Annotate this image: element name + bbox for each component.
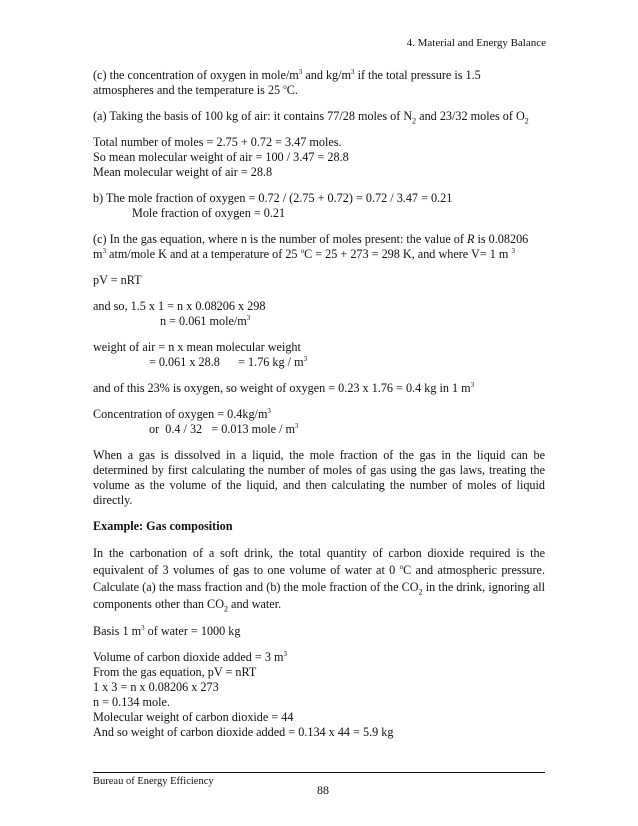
gas-equation-paragraph: (c) In the gas equation, where n is the number of moles present: the value of R is 0.08206 $m^3$ atm/mole K and at a temperature of 25 $^o$C = 25 + 273 = 298 K, and where V= 1 m $^3$ <box>93 232 529 261</box>
footer-divider <box>93 772 545 773</box>
oxygen-weight-line: and of this 23% is oxygen, so weight of oxygen = 0.23 x 1.76 = 0.4 kg in 1 $m^3$ <box>93 380 475 395</box>
totals-block: Total number of moles = 2.75 + 0.72 = 3.47 moles. So mean molecular weight of air = 100 / 3.47 = 28.8 Mean molecular weight of air = 28.8 <box>93 135 349 179</box>
example-heading: Example: Gas composition <box>93 519 233 533</box>
page-number: 88 <box>317 783 329 797</box>
basis-paragraph: (a) Taking the basis of 100 kg of air: it contains 77/28 moles of $N_2$ and 23/32 moles of $O_2$ <box>93 109 529 126</box>
ideal-gas-equation: pV = nRT <box>93 273 142 287</box>
question-c: (c) the concentration of oxygen in mole/$m^3$ and $kg/m^3$ if the total pressure is 1.5 atmospheres and the temperature is 25 $^o$C. <box>93 67 481 97</box>
dissolved-gas-paragraph: When a gas is dissolved in a liquid, the mole fraction of the gas in the liquid can be determined by first calculating the number of moles of gas using the gas laws, treating the volume as the volume of the liquid, and then calculating the number of moles of liquid directly. <box>93 448 545 507</box>
oxygen-concentration: Concentration of oxygen = $0.4kg/m^3$ or 0.4 / 32 = 0.013 mole / $m^3$ <box>93 406 299 436</box>
water-basis-line: Basis 1 $m^3$ of water = 1000 kg <box>93 623 241 638</box>
footer-organization: Bureau of Energy Efficiency <box>93 776 214 787</box>
carbonation-paragraph: In the carbonation of a soft drink, the total quantity of carbon dioxide required is the equivalent of 3 volumes of gas to one volume of water at 0 $^o$C and atmospheric pressure. Calculate (a) the mass fraction and (b) the mole fraction of the $CO_2$ in the drink, ignoring all components other than $CO_2$ and water. <box>93 546 546 614</box>
running-header: 4. Material and Energy Balance <box>406 37 546 49</box>
moles-calculation: and so, 1.5 x 1 = n x 0.08206 x 298 n = 0.061 mole/$m^3$ <box>93 299 266 328</box>
page-content <box>93 68 545 740</box>
weight-air-calculation: weight of air = n x mean molecular weight = 0.061 x 28.8 = 1.76 kg / $m^3$ <box>93 340 308 369</box>
mole-fraction-block: b) The mole fraction of oxygen = 0.72 / (2.75 + 0.72) = 0.72 / 3.47 = 0.21 Mole fraction of oxygen = 0.21 <box>93 191 453 220</box>
co2-calculation: Volume of carbon dioxide added = 3 $m^3$ From the gas equation, pV = nRT 1 x 3 = n x 0.08206 x 273 n = 0.134 mole. Molecular weight of carbon dioxide = 44 And so weight of carbon dioxide added = 0.134 x 44 = 5.9 kg <box>93 649 394 739</box>
